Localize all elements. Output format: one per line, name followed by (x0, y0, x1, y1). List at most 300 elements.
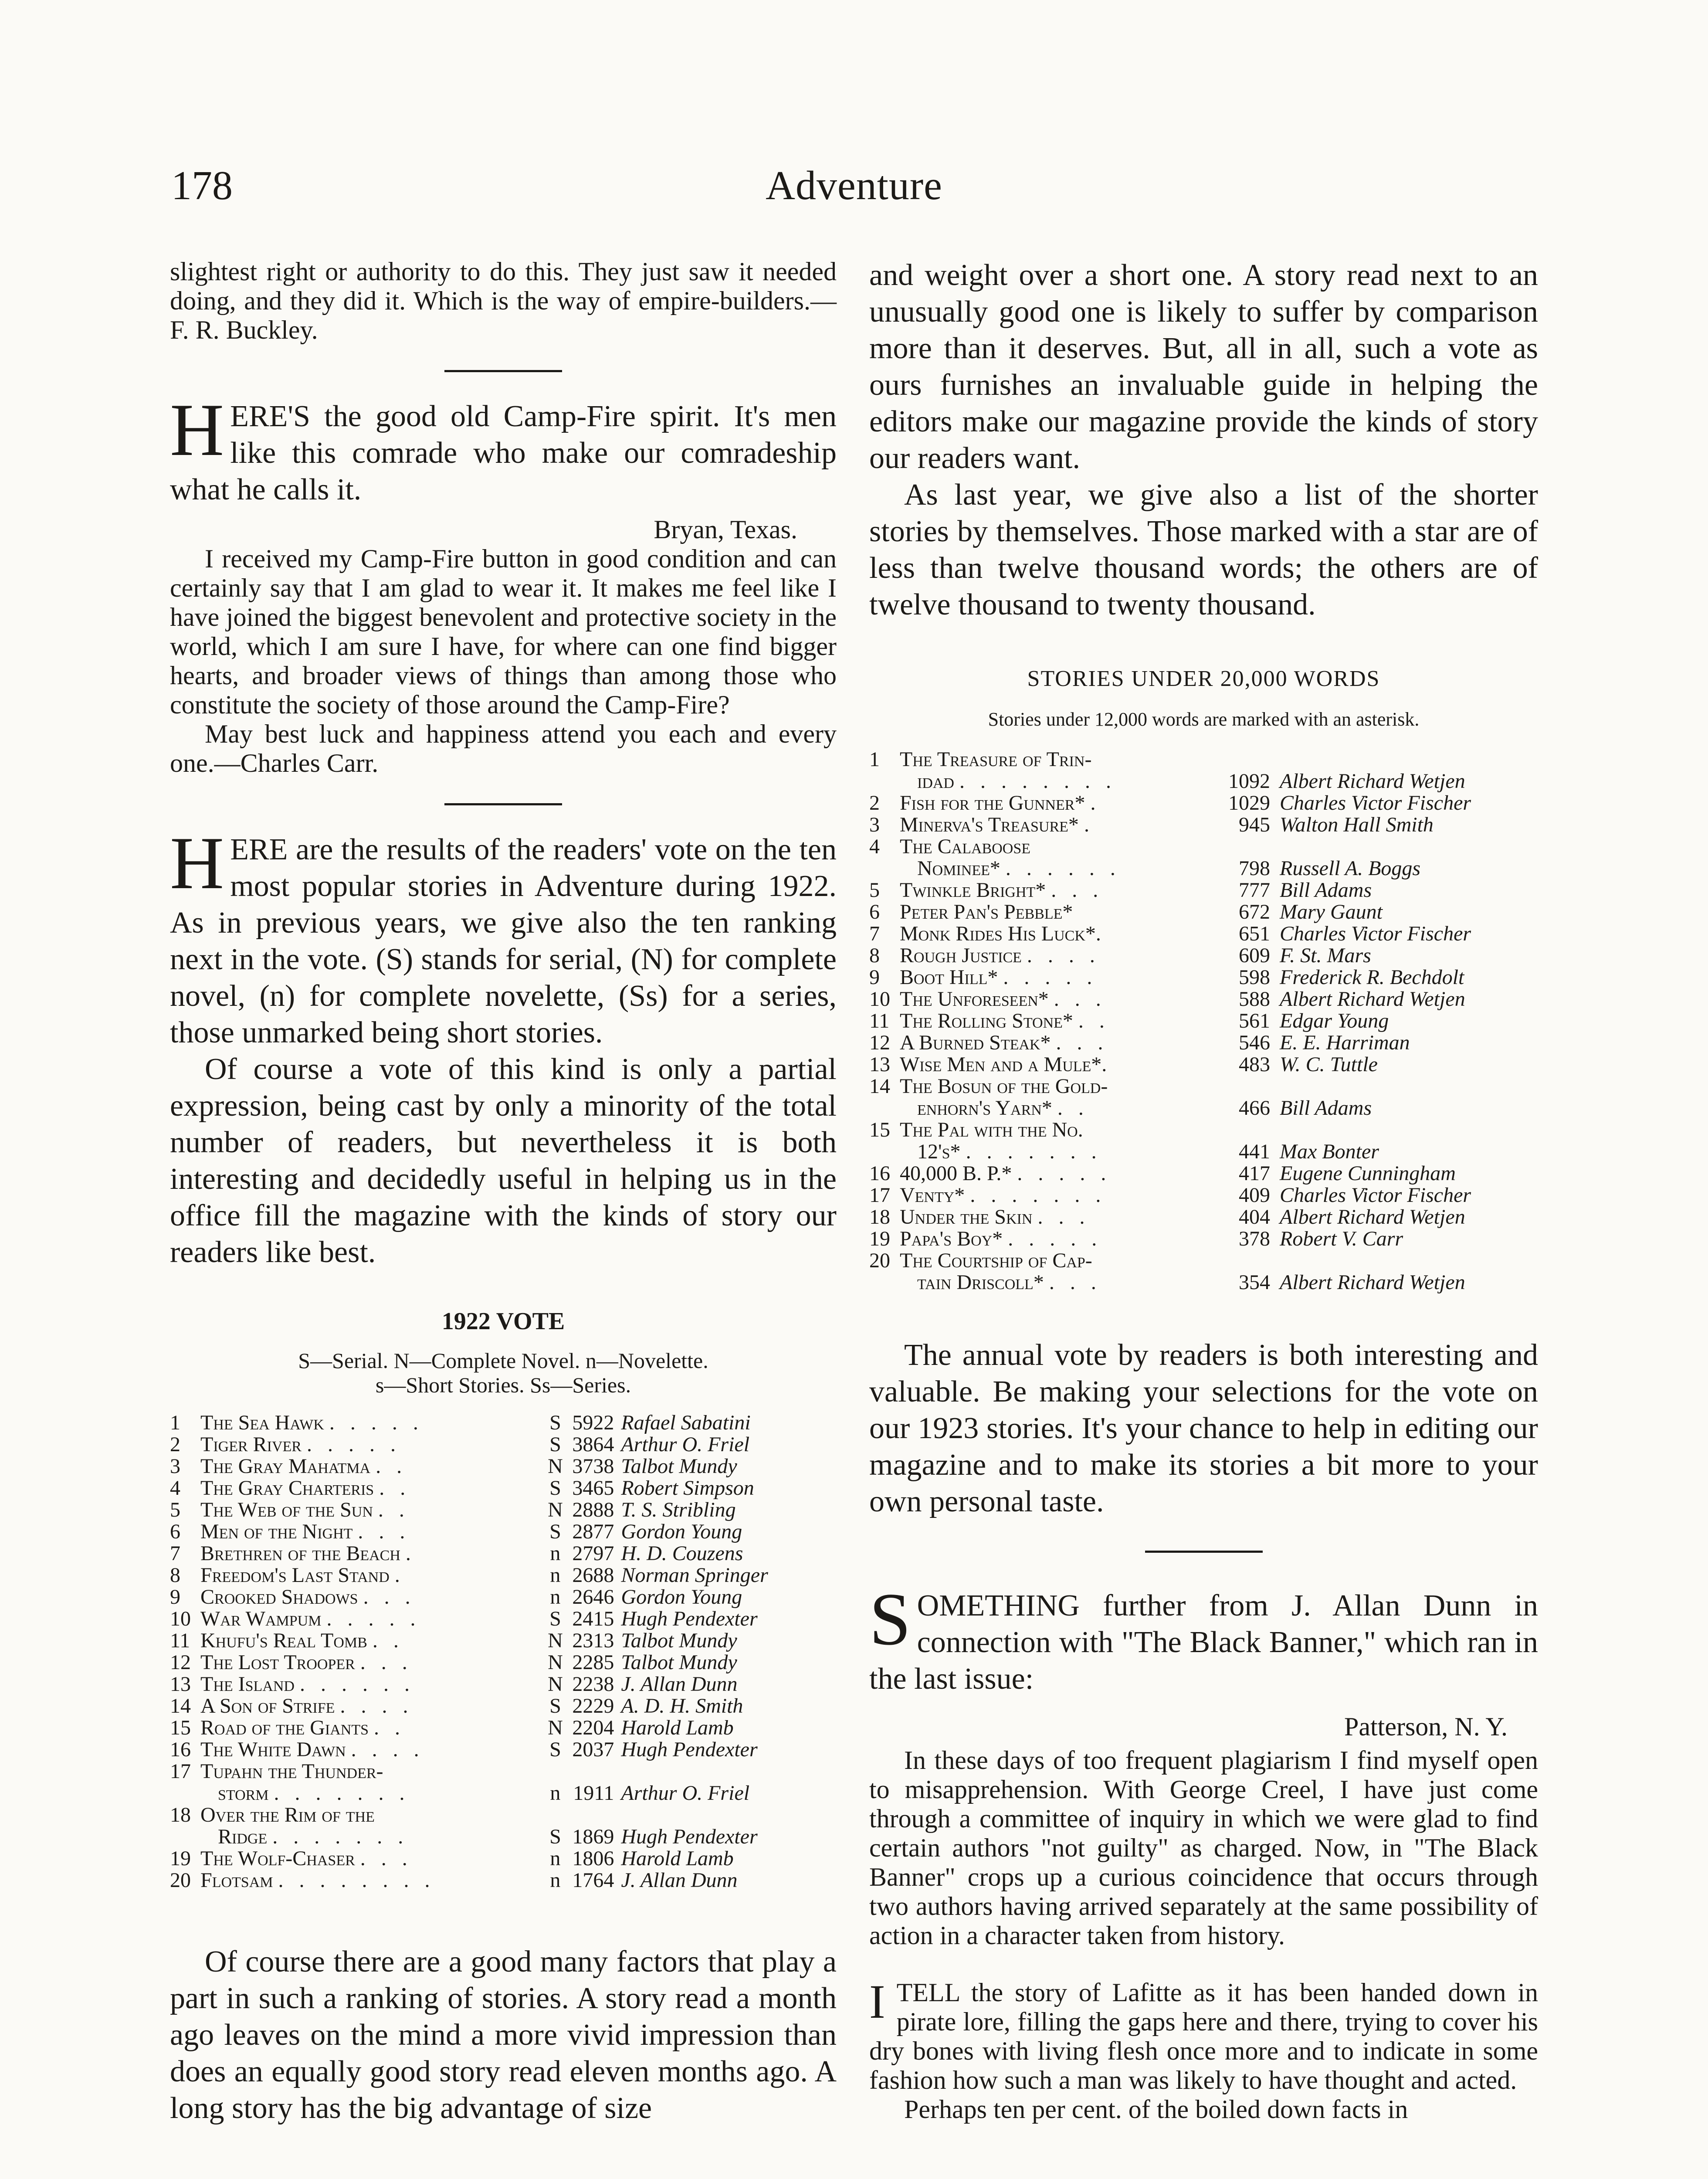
factors-continued: and weight over a short one. A story read next to an unusually good one is likely to suffer by comparison more than it deserves. But, all in all, such a vote as ours furnishes an invaluable guide in helping the editors make our magazine provide the kinds of story our readers want. (869, 258, 1538, 475)
vote-type: n (550, 1564, 561, 1587)
drop-cap: H (170, 389, 224, 472)
vote-rank: 7 (170, 1542, 180, 1565)
vote-story-title (200, 1870, 544, 1891)
short-count: 1029 (1228, 791, 1270, 815)
vote-row (170, 1870, 837, 1891)
vote-leader-dots: . . . . . . . (274, 1782, 410, 1805)
short-title-line: The Calaboose (900, 835, 1030, 858)
short-author: Robert V. Carr (1280, 1227, 1403, 1250)
short-title-line: Wise Men and a Mule*. (900, 1053, 1107, 1076)
short-count: 378 (1239, 1227, 1270, 1250)
vote-title-line: The Gray Mahatma (200, 1455, 371, 1478)
vote-row (170, 1543, 837, 1565)
short-rank: 17 (869, 1184, 890, 1207)
vote-row (170, 1521, 837, 1543)
vote-author: Gordon Young (621, 1585, 742, 1609)
lafitte-text: TELL the story of Lafitte as it has been handed down in pirate lore, filling the gaps here and there, trying to cover his dry bones with living flesh once more and to indicate in some fashion how such a man was likely to have thought and acted. (869, 1978, 1538, 2094)
vote-title-line: Road of the Giants (200, 1716, 369, 1739)
vote-title-line: The Sea Hawk (200, 1411, 324, 1434)
vote-intro-text: ERE are the results of the readers' vote on the ten most popular stories in Adventure during 1922. As in previous years, we give also the ten ranking next in the vote. (S) stands for serial, (N) for complete novel, (n) for complete novelette, (Ss) for a series, those unmarked being short stories. (170, 833, 837, 1049)
vote-type: N (548, 1455, 563, 1478)
short-author: Bill Adams (1280, 879, 1372, 902)
short-rank: 13 (869, 1053, 890, 1076)
vote-author: Talbot Mundy (621, 1455, 737, 1478)
short-rank: 20 (869, 1249, 890, 1272)
short-story-title (900, 836, 1213, 879)
shorter-stories-intro: As last year, we give also a list of the shorter stories by themselves. Those marked with a star are of less than twelve thousand words; the others are of twelve thousand to twenty thousand. (869, 478, 1538, 621)
short-leader-dots: . . . . . (1008, 1227, 1102, 1250)
short-count: 404 (1239, 1205, 1270, 1229)
vote-story-title (200, 1456, 544, 1477)
vote-title-line: Khufu's Real Tomb (200, 1629, 367, 1652)
vote-discussion: Of course a vote of this kind is only a partial expression, being cast by only a minority of the total number of readers, but nevertheless it is both interesting and decidedly useful in helping us in the office fill the magazine with the kinds of story our readers like best. (170, 1052, 837, 1269)
vote-title-line: The Gray Charteris (200, 1476, 374, 1500)
short-story-title (900, 988, 1213, 1010)
short-row (869, 1163, 1538, 1185)
short-author: Albert Richard Wetjen (1280, 1205, 1465, 1229)
vote-rank: 20 (170, 1869, 191, 1892)
short-row (869, 923, 1538, 945)
short-rank: 6 (869, 900, 880, 923)
short-rank: 16 (869, 1162, 890, 1185)
right-column (869, 257, 1538, 2124)
vote-author: Arthur O. Friel (621, 1782, 750, 1805)
vote-count: 2688 (572, 1564, 614, 1587)
dunn-letter: In these days of too frequent plagiarism I find myself open to misapprehension. With George Creel, I have just come through a committee of inquiry in which we were glad to find certain authors "not guilty" as charged. Now, in "The Black Banner" crops up a curious coincidence that occurs through two authors having arrived separately at the same possibility of action in a character taken from history. (869, 1746, 1538, 1950)
short-story-title (900, 1054, 1213, 1076)
vote-author: Hugh Pendexter (621, 1607, 758, 1630)
vote-row (170, 1630, 837, 1652)
vote-rank: 18 (170, 1803, 191, 1826)
vote-leader-dots: . . . . . (306, 1433, 401, 1456)
short-title-line: The Bosun of the Gold- (900, 1075, 1108, 1098)
short-row (869, 988, 1538, 1010)
short-leader-dots: . . (1078, 1009, 1110, 1032)
short-row (869, 1119, 1538, 1163)
short-rank: 18 (869, 1205, 890, 1229)
short-story-title (900, 1163, 1213, 1185)
vote-leader-dots: . . . . . . . . (278, 1869, 435, 1892)
vote-rank: 1 (170, 1411, 180, 1434)
short-story-title (900, 1250, 1213, 1293)
short-row (869, 1206, 1538, 1228)
vote-row (170, 1695, 837, 1717)
vote-author: Harold Lamb (621, 1716, 734, 1739)
vote-leader-dots: . . . . . . (299, 1673, 415, 1696)
vote-type: n (550, 1542, 561, 1565)
short-author: Mary Gaunt (1280, 900, 1383, 923)
page-number: 178 (171, 163, 233, 208)
short-list-subtitle: Stories under 12,000 words are marked with an asterisk. (988, 709, 1420, 730)
short-title-line: Twinkle Bright* (900, 879, 1046, 902)
short-author: Bill Adams (1280, 1096, 1372, 1120)
short-rank: 8 (869, 944, 880, 967)
short-author: F. St. Mars (1280, 944, 1371, 967)
short-author: Edgar Young (1280, 1009, 1389, 1032)
short-story-title (900, 967, 1213, 988)
vote-row (170, 1717, 837, 1739)
vote-title-line: Tiger River (200, 1433, 302, 1456)
short-title-line: The Pal with the No. (900, 1118, 1083, 1141)
vote-row (170, 1804, 837, 1848)
short-title-line: A Burned Steak* (900, 1031, 1051, 1054)
vote-leader-dots: . . (374, 1716, 406, 1739)
short-author: Walton Hall Smith (1280, 813, 1434, 836)
vote-type: n (550, 1847, 561, 1870)
short-leader-dots: . . . . . . . (966, 1140, 1102, 1163)
vote-story-title (200, 1412, 544, 1434)
short-story-title (900, 1206, 1213, 1228)
short-author: Charles Victor Fischer (1280, 922, 1471, 945)
short-author: Albert Richard Wetjen (1280, 770, 1465, 793)
short-story-title (900, 879, 1213, 901)
drop-cap: S (869, 1578, 911, 1661)
short-author: Russell A. Boggs (1280, 857, 1421, 880)
short-leader-dots: . . . . . . (1005, 857, 1121, 880)
vote-type: S (549, 1694, 561, 1717)
short-title-line: The Treasure of Trin- (900, 748, 1092, 771)
short-row (869, 1054, 1538, 1076)
vote-leader-dots: . . (376, 1455, 407, 1478)
short-title-line: Peter Pan's Pebble* (900, 900, 1073, 923)
vote-type: N (548, 1673, 563, 1696)
short-rank: 5 (869, 879, 880, 902)
vote-type: n (550, 1869, 561, 1892)
vote-story-title (200, 1848, 544, 1870)
vote-type: n (550, 1585, 561, 1609)
short-row (869, 1250, 1538, 1293)
vote-row (170, 1848, 837, 1870)
short-leader-dots: . (1090, 791, 1101, 815)
short-author: Albert Richard Wetjen (1280, 1271, 1465, 1294)
short-count: 546 (1239, 1031, 1270, 1054)
annual-vote-paragraph: The annual vote by readers is both interesting and valuable. Be making your selections for the vote on our 1923 stories. It's your chance to help in editing our magazine and to make its stories a bit more to your own personal taste. (869, 1338, 1538, 1518)
short-title-line: Rough Justice (900, 944, 1022, 967)
short-title-line: Minerva's Treasure* (900, 813, 1079, 836)
short-count: 466 (1239, 1096, 1270, 1120)
short-leader-dots: . . (1057, 1096, 1089, 1120)
vote-type: S (549, 1476, 561, 1500)
vote-story-title (200, 1543, 544, 1565)
vote-author: Harold Lamb (621, 1847, 734, 1870)
short-row (869, 945, 1538, 967)
vote-title-line: Men of the Night (200, 1520, 353, 1543)
short-leader-dots: . . . (1049, 1271, 1101, 1294)
short-title-line-2: enhorn's Yarn* (917, 1096, 1052, 1120)
vote-leader-dots: . . . (360, 1847, 413, 1870)
short-title-line: The Courtship of Cap- (900, 1249, 1092, 1272)
vote-count: 2238 (572, 1673, 614, 1696)
vote-type: n (550, 1782, 561, 1805)
vote-author: Arthur O. Friel (621, 1433, 750, 1456)
short-rank: 10 (869, 988, 890, 1011)
vote-title-line: Flotsam (200, 1869, 273, 1892)
vote-story-title (200, 1717, 544, 1739)
vote-leader-dots: . (394, 1564, 405, 1587)
vote-leader-dots: . . . (363, 1585, 416, 1609)
short-title-line: 40,000 B. P.* (900, 1162, 1012, 1185)
short-count: 417 (1239, 1162, 1270, 1185)
short-rank: 9 (869, 966, 880, 989)
short-row (869, 967, 1538, 988)
short-story-title (900, 749, 1213, 792)
vote-title-line: Tupahn the Thunder- (200, 1760, 383, 1783)
vote-row (170, 1739, 837, 1761)
vote-count: 3738 (572, 1455, 614, 1478)
vote-leader-dots: . (405, 1542, 416, 1565)
short-story-title (900, 792, 1213, 814)
short-leader-dots: . . . . . . . (970, 1184, 1106, 1207)
short-title-line: The Unforeseen* (900, 988, 1049, 1011)
vote-leader-dots: . . (379, 1476, 411, 1500)
vote-type: S (549, 1738, 561, 1761)
short-stories-table (869, 749, 1538, 1293)
vote-author: A. D. H. Smith (621, 1694, 743, 1717)
vote-row (170, 1456, 837, 1477)
short-title-line-2: 12's* (917, 1140, 961, 1163)
vote-author: J. Allan Dunn (621, 1869, 738, 1892)
vote-type: N (548, 1716, 563, 1739)
vote-type: S (549, 1825, 561, 1848)
short-count: 598 (1239, 966, 1270, 989)
short-rank: 2 (869, 791, 880, 815)
short-count: 588 (1239, 988, 1270, 1011)
carr-signoff: May best luck and happiness attend you each and every one.—Charles Carr. (170, 720, 837, 777)
vote-story-title (200, 1804, 544, 1848)
short-author: Frederick R. Bechdolt (1280, 966, 1464, 989)
short-story-title (900, 1119, 1213, 1163)
vote-rank: 6 (170, 1520, 180, 1543)
short-row (869, 1076, 1538, 1119)
short-author: W. C. Tuttle (1280, 1053, 1378, 1076)
short-row (869, 836, 1538, 879)
short-story-title (900, 1228, 1213, 1250)
vote-count: 2037 (572, 1738, 614, 1761)
short-rank: 12 (869, 1031, 890, 1054)
letter-place: Patterson, N. Y. (1344, 1712, 1508, 1741)
vote-count: 2797 (572, 1542, 614, 1565)
vote-rank: 9 (170, 1585, 180, 1609)
buckley-letter-end: slightest right or authority to do this. They just saw it needed doing, and they did it. Which is the way of empire-builders.—F. R. Buckley. (170, 257, 837, 344)
short-leader-dots: . . . . (1027, 944, 1100, 967)
vote-title-line-2: Ridge (218, 1825, 268, 1848)
short-leader-dots: . . . . . (1017, 1162, 1112, 1185)
vote-rank: 14 (170, 1694, 191, 1717)
short-rank: 4 (869, 835, 880, 858)
page-header (0, 162, 1708, 227)
vote-story-title (200, 1477, 544, 1499)
vote-count: 2285 (572, 1651, 614, 1674)
short-count: 409 (1239, 1184, 1270, 1207)
vote-count: 2888 (572, 1498, 614, 1521)
vote-author: Rafael Sabatini (621, 1411, 751, 1434)
vote-title-line: The Lost Trooper (200, 1651, 355, 1674)
short-author: Max Bonter (1280, 1140, 1379, 1163)
vote-count: 1806 (572, 1847, 614, 1870)
dunn-letter-end: Perhaps ten per cent. of the boiled down facts in (904, 2095, 1408, 2124)
short-count: 798 (1239, 857, 1270, 880)
short-rank: 11 (869, 1009, 890, 1032)
short-leader-dots: . . . (1051, 879, 1104, 902)
short-author: Charles Victor Fischer (1280, 1184, 1471, 1207)
short-story-title (900, 901, 1213, 923)
dunn-intro (869, 1578, 1538, 1697)
short-title-line: Fish for the Gunner* (900, 791, 1085, 815)
vote-rank: 15 (170, 1716, 191, 1739)
vote-row (170, 1434, 837, 1456)
short-leader-dots: . . . (1037, 1205, 1090, 1229)
short-row (869, 1185, 1538, 1206)
short-row (869, 901, 1538, 923)
vote-leader-dots: . . . . . (326, 1607, 421, 1630)
vote-type: N (548, 1651, 563, 1674)
short-author: E. E. Harriman (1280, 1031, 1410, 1054)
short-title-line-2: idad (917, 770, 954, 793)
left-column (170, 257, 837, 2127)
vote-row (170, 1412, 837, 1434)
vote-leader-dots: . . . . (340, 1694, 413, 1717)
short-count: 561 (1239, 1009, 1270, 1032)
section-divider (444, 803, 562, 805)
vote-leader-dots: . . . (360, 1651, 413, 1674)
short-story-title (900, 1032, 1213, 1054)
short-rank: 7 (869, 922, 880, 945)
vote-key-line: s—Short Stories. Ss—Series. (375, 1373, 631, 1397)
vote-row (170, 1761, 837, 1804)
vote-count: 2313 (572, 1629, 614, 1652)
short-story-title (900, 1076, 1213, 1119)
short-count: 945 (1239, 813, 1270, 836)
drop-cap: I (869, 1975, 885, 2028)
short-row (869, 792, 1538, 814)
vote-leader-dots: . . . . (351, 1738, 424, 1761)
camp-fire-intro (170, 389, 837, 508)
short-row (869, 749, 1538, 792)
vote-intro (170, 822, 837, 1051)
short-rank: 1 (869, 748, 880, 771)
vote-rank: 3 (170, 1455, 180, 1478)
vote-rank: 10 (170, 1607, 191, 1630)
vote-row (170, 1499, 837, 1521)
vote-title-line-2: storm (218, 1782, 269, 1805)
short-story-title (900, 1010, 1213, 1032)
vote-story-title (200, 1586, 544, 1608)
short-row (869, 1228, 1538, 1250)
vote-author: T. S. Stribling (621, 1498, 736, 1521)
vote-count: 2415 (572, 1607, 614, 1630)
vote-title-line: Freedom's Last Stand (200, 1564, 390, 1587)
short-leader-dots: . . . . . (1003, 966, 1098, 989)
vote-type: N (548, 1498, 563, 1521)
vote-story-title (200, 1499, 544, 1521)
short-count: 651 (1239, 922, 1270, 945)
vote-key-line: S—Serial. N—Complete Novel. n—Novelette. (298, 1348, 708, 1373)
short-title-line: Papa's Boy* (900, 1227, 1003, 1250)
short-rank: 14 (869, 1075, 890, 1098)
camp-fire-intro-text: ERE'S the good old Camp-Fire spirit. It's men like this comrade who make our comradeship what he calls it. (170, 400, 837, 506)
vote-leader-dots: . . . . . (329, 1411, 424, 1434)
vote-leader-dots: . . (372, 1629, 404, 1652)
dunn-intro-text: OMETHING further from J. Allan Dunn in connection with "The Black Banner," which ran in the last issue: (869, 1589, 1538, 1696)
short-title-line: Under the Skin (900, 1205, 1033, 1229)
short-author: Charles Victor Fischer (1280, 791, 1471, 815)
short-count: 609 (1239, 944, 1270, 967)
vote-story-title (200, 1761, 544, 1804)
short-title-line: Venty* (900, 1184, 965, 1207)
vote-leader-dots: . . . . . . . (272, 1825, 409, 1848)
short-author: Albert Richard Wetjen (1280, 988, 1465, 1011)
drop-cap: H (170, 822, 224, 905)
short-rank: 15 (869, 1118, 890, 1141)
vote-author: Gordon Young (621, 1520, 742, 1543)
vote-title-line: The Island (200, 1673, 295, 1696)
vote-author: Talbot Mundy (621, 1629, 737, 1652)
vote-count: 2877 (572, 1520, 614, 1543)
vote-title: 1922 VOTE (441, 1308, 565, 1335)
vote-type: S (549, 1433, 561, 1456)
section-divider (1145, 1551, 1263, 1553)
vote-title-line: Brethren of the Beach (200, 1542, 400, 1565)
short-title-line-2: Nominee* (917, 857, 1000, 880)
factors-paragraph: Of course there are a good many factors that play a part in such a ranking of stories. A story read a month ago leaves on the mind a more vivid impression than does an equally good story read eleven months ago. A long story has the big advantage of size (170, 1945, 837, 2125)
short-count: 441 (1239, 1140, 1270, 1163)
vote-type: S (549, 1520, 561, 1543)
section-divider (444, 370, 562, 372)
vote-rank: 2 (170, 1433, 180, 1456)
vote-story-title (200, 1652, 544, 1673)
vote-rank: 4 (170, 1476, 180, 1500)
vote-rank: 19 (170, 1847, 191, 1870)
vote-rank: 17 (170, 1760, 191, 1783)
short-rank: 3 (869, 813, 880, 836)
vote-count: 1764 (572, 1869, 614, 1892)
vote-type: S (549, 1411, 561, 1434)
vote-author: Norman Springer (621, 1564, 768, 1587)
short-story-title (900, 923, 1213, 945)
vote-type: N (548, 1629, 563, 1652)
vote-story-title (200, 1521, 544, 1543)
vote-story-title (200, 1673, 544, 1695)
letter-place: Bryan, Texas. (654, 515, 797, 544)
vote-rank: 8 (170, 1564, 180, 1587)
vote-table (170, 1412, 837, 1891)
short-story-title (900, 1185, 1213, 1206)
vote-key (170, 1348, 837, 1397)
short-title-line: Boot Hill* (900, 966, 998, 989)
vote-title-line: The Web of the Sun (200, 1498, 373, 1521)
short-count: 777 (1239, 879, 1270, 902)
vote-author: Talbot Mundy (621, 1651, 737, 1674)
vote-title-line: War Wampum (200, 1607, 322, 1630)
vote-row (170, 1652, 837, 1673)
short-story-title (900, 945, 1213, 967)
vote-author: J. Allan Dunn (621, 1673, 738, 1696)
vote-story-title (200, 1565, 544, 1586)
short-story-title (900, 814, 1213, 836)
vote-rank: 16 (170, 1738, 191, 1761)
vote-story-title (200, 1739, 544, 1761)
short-title-line-2: tain Driscoll* (917, 1271, 1044, 1294)
vote-title-line: Crooked Shadows (200, 1585, 358, 1609)
vote-title-line: Over the Rim of the (200, 1803, 375, 1826)
vote-story-title (200, 1695, 544, 1717)
vote-row (170, 1477, 837, 1499)
vote-rank: 12 (170, 1651, 191, 1674)
vote-title-line: A Son of Strife (200, 1694, 335, 1717)
short-count: 354 (1239, 1271, 1270, 1294)
vote-story-title (200, 1608, 544, 1630)
short-count: 483 (1239, 1053, 1270, 1076)
